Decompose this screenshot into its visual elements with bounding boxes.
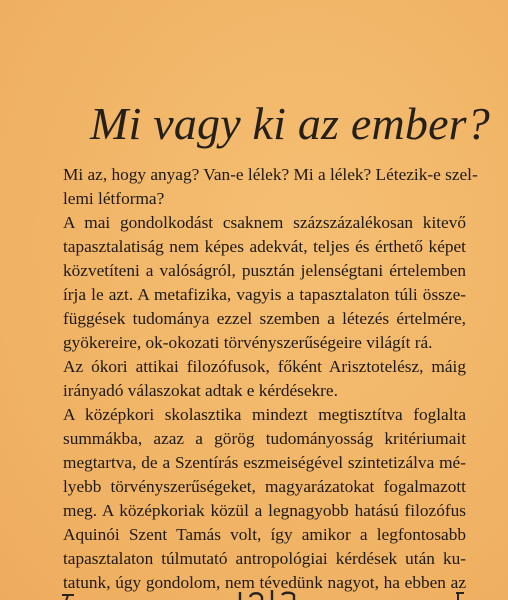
text-line: irányadó válaszokat adtak e kérdésekre. (63, 381, 338, 400)
text-line: közvetíteni a valóságról, pusztán jelenségtani értelemben (63, 261, 466, 280)
text-line: tatunk, úgy gondolom, nem tévedünk nagyot, ha ebben az (63, 573, 466, 592)
paragraph-4 (63, 403, 466, 595)
text-line: A középkori skolasztika mindezt megtisztítva foglalta (63, 405, 466, 424)
text-line: írja le azt. A metafizika, vagyis a tapasztalaton túli össze- (63, 285, 466, 304)
text-line: tapasztalatiság nem képes adekvát, teljes és érthető képet (63, 237, 466, 256)
cut-off-glyphs (0, 587, 508, 600)
paragraph-1 (63, 163, 478, 211)
text-line: lyebb törvényszerűségeket, magyarázatokat fogalmazott (63, 477, 466, 496)
text-line: Mi az, hogy anyag? Van-e lélek? Mi a lélek? Létezik-e szel- (63, 165, 478, 184)
cut-off-next-line (0, 586, 508, 600)
text-line: függések tudománya ezzel szemben a létezés értelmére, (63, 309, 466, 328)
paragraph-2 (63, 211, 466, 355)
text-line: Aquinói Szent Tamás volt, így amikor a legfontosabb (63, 525, 466, 544)
text-line: summákba, azaz a görög tudományosság kritériumait (63, 429, 466, 448)
text-line: meg. A középkoriak közül a legnagyobb hatású filozófus (63, 501, 466, 520)
text-line: tapasztalaton túlmutató antropológiai kérdések után ku- (63, 549, 466, 568)
paragraph-3 (63, 355, 466, 403)
text-line: Az ókori attikai filozófusok, főként Arisztotelész, máig (63, 357, 466, 376)
text-line: lemi létforma? (63, 189, 165, 208)
page-title: Mi vagy ki az ember? (90, 98, 490, 149)
text-line: gyökereire, ok-okozati törvényszerűségeire világít rá. (63, 333, 433, 352)
text-line: megtartva, de a Szentírás eszmeiségével szintetizálva mé- (63, 453, 466, 472)
body-text (63, 163, 478, 595)
text-line: A mai gondolkodást csaknem százszázalékosan kitevő (63, 213, 466, 232)
